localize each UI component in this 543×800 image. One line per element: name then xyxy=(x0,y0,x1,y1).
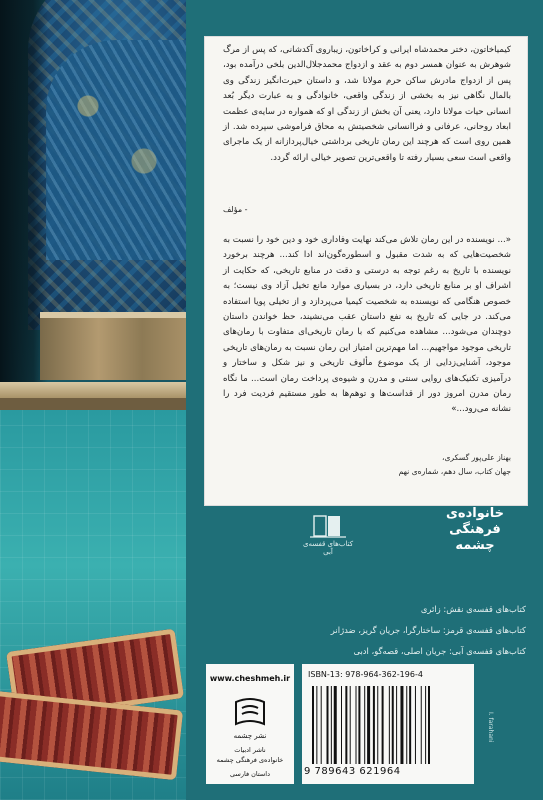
series-logo-label: کتاب‌های قفسه‌ی آبی xyxy=(302,540,354,556)
series-line: کتاب‌های قفسه‌ی آبی: جریان اصلی، قصه‌گو، ادبی xyxy=(353,646,526,656)
citation-author: بهناز علی‌پور گسکری، xyxy=(442,453,511,462)
barcode xyxy=(310,686,468,764)
citation-source: جهان کتاب، سال دهم، شماره‌ی نهم xyxy=(398,467,511,476)
publisher-line: خانواده‌ی فرهنگی چشمه xyxy=(216,756,284,764)
blue-shelf-books-icon xyxy=(300,512,356,540)
brand-name: خانواده‌ی فرهنگی چشمه xyxy=(446,506,504,553)
author-signature: - مؤلف xyxy=(223,205,248,214)
ean-number: 9 789643 621964 xyxy=(304,766,401,777)
barcode-box xyxy=(302,664,474,784)
blurb-panel xyxy=(204,36,528,506)
cheshmeh-brand-logo xyxy=(440,500,520,553)
publisher-line: داستان فارسی xyxy=(229,770,271,778)
blurb-paragraph: کیمیاخاتون، دختر محمدشاه ایرانی و کراخاتون، زیباروی آکدشانی، که پس از مرگ شوهرش به عنوان همسر دوم به عقد و ازدواج محمدجلال‌الدین بلخی درآمده بود، پس از ازدواج مادرش ساکن حرم مولانا شد، و داستان حیرت‌انگیز زندگی وی بالمال نگاهی نیز به بخشی از زندگی واقعی، خانوادگی و به عبارت دیگر بُعد انسانی حیات مولانا دارد، یعنی آن بخش از زندگی او که همواره در سایه‌ی عظمت ابعاد روحانی، عرفانی و فراانسانی شخصیتش به محاق فراموشی سپرده شد. از همین روی است که هرچند این رمان تاریخی برداشتی خیال‌پردازانه از یک ماجرای واقعی است سعی بسیار رفته تا واقعی‌ترین تصویر خیالی ارائه گردد. xyxy=(223,45,511,163)
publisher-box xyxy=(206,664,294,784)
series-line: کتاب‌های قفسه‌ی قرمز: ساختارگرا، جریان گریز، ضدژانر xyxy=(330,625,526,635)
publisher-url[interactable]: www.cheshmeh.ir xyxy=(209,674,291,683)
publisher-line: ناشر ادبیات xyxy=(234,746,266,754)
marble-step xyxy=(0,382,186,398)
publisher-logo-icon xyxy=(230,694,270,730)
review-citation xyxy=(285,451,511,479)
cover-photo-mosque-interior xyxy=(0,0,186,800)
step-shadow xyxy=(0,398,186,410)
photo-credit: I. farahani xyxy=(487,712,494,743)
review-quote: «... نویسنده در این رمان تلاش می‌کند نهایت وفاداری خود و دین خود را نسبت به شخصیت‌هایی که به شدت مقبول و اسطوره‌گون‌اند ادا کند... هرچند برخورد نویسنده با تاریخ به رغم توجه به درستی و دقت در منابع تاریخی، که حکایت از اشراف او بر منابع تاریخی دارد، در بسیاری موارد مانع تخیل آزاد وی نیست؛ به خصوص هنگامی که نویسنده به شخصیت کیمیا می‌پردازد و از تخیلی پویا استفاده می‌کند. در جایی که تاریخ به نفع داستان عقب می‌نشیند، حظ خواندن داستان دوچندان می‌شود... مشاهده می‌کنیم که با رمان تاریخی‌ای متفاوت با رمان‌های تاریخی موجود مواجهیم... اما مهم‌ترین امتیاز این رمان نسبت به رمان‌های تاریخی موجود، آشنایی‌زدایی از یک موضوع مألوف تاریخی و نیز شکل و ساختار و درآمیزی تکنیک‌های روایی سنتی و مدرن و شیوه‌ی پرداخت رمان است... ما نگاه رمان مدرن امروز دور از قداست‌ها و توهم‌ها به طور مستقیم فردیت فرد را نشانه می‌رود...» xyxy=(223,235,511,415)
isbn-text: ISBN-13: 978-964-362-196-4 xyxy=(308,670,423,679)
publisher-name: نشر چشمه xyxy=(233,732,267,740)
series-line: کتاب‌های قفسه‌ی نقش: زائری xyxy=(420,604,526,614)
arch-tile-pattern xyxy=(46,40,186,260)
marble-wall xyxy=(40,318,186,380)
